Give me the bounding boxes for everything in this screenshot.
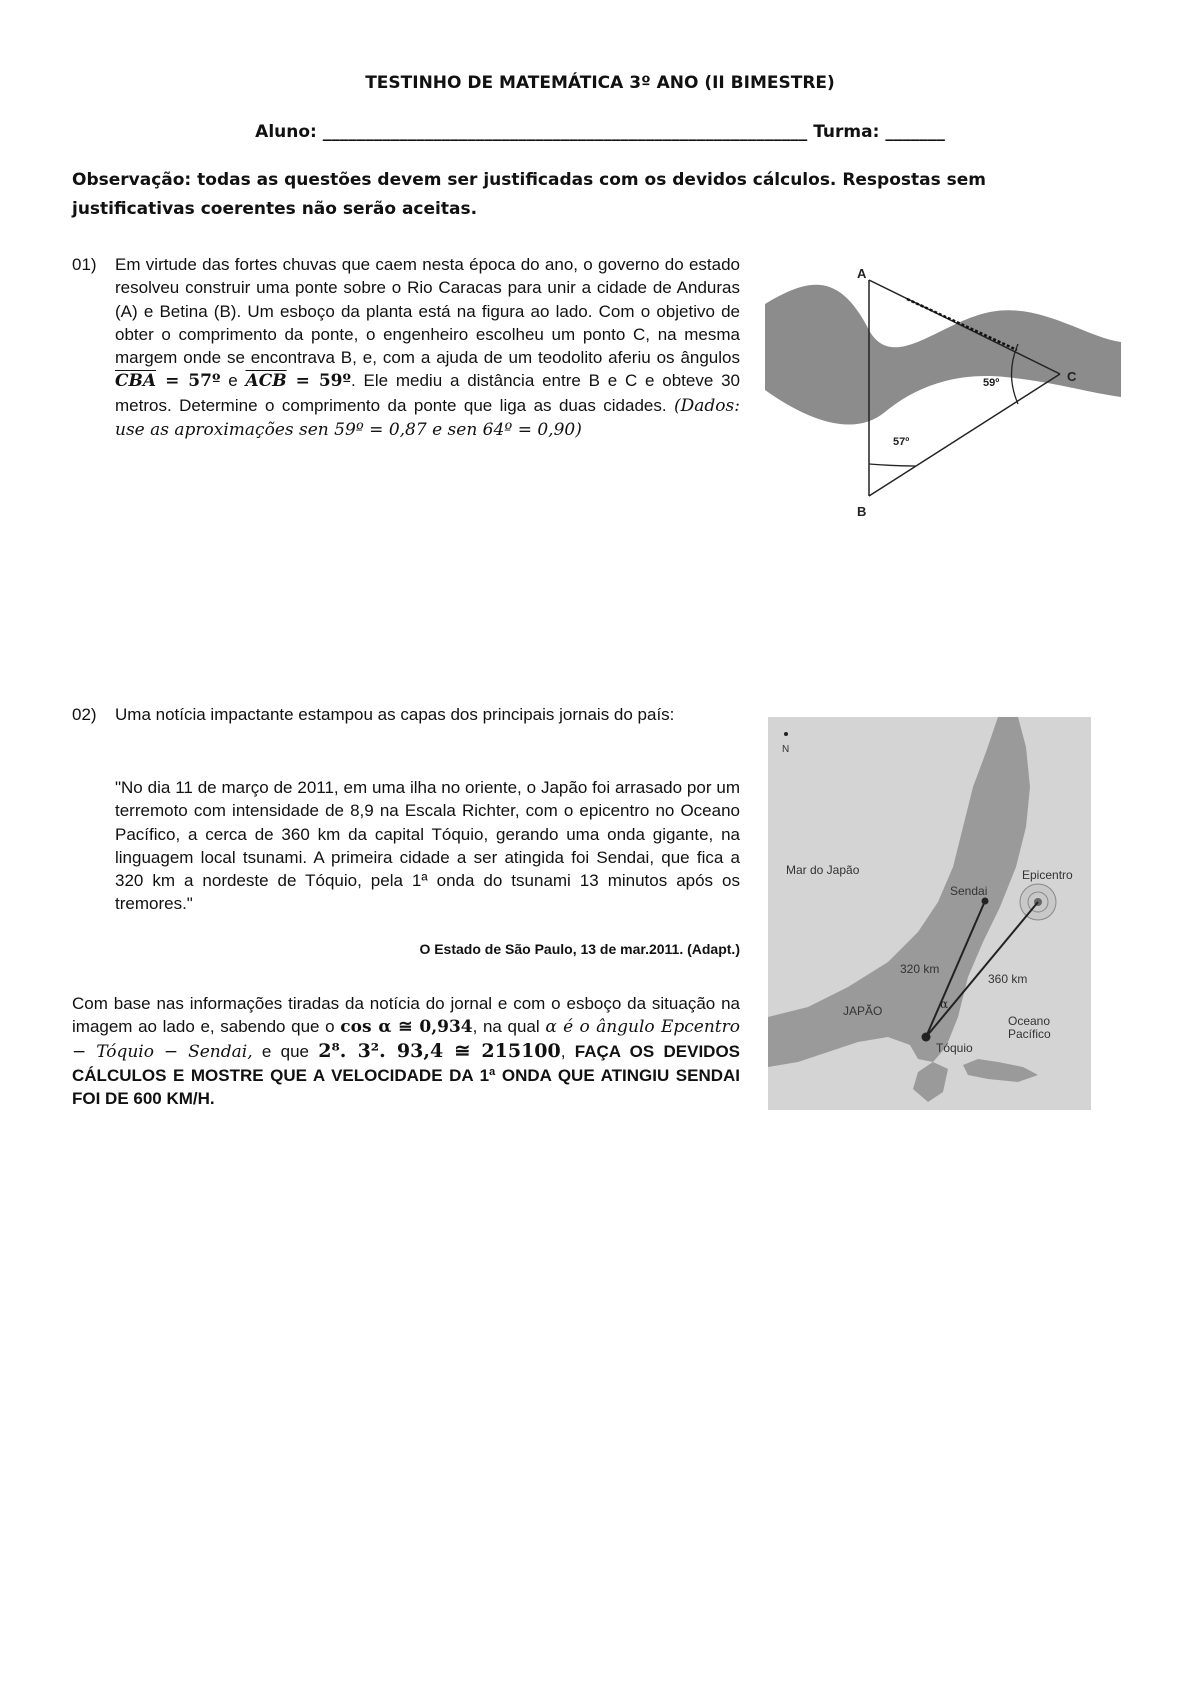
japan-map-figure	[768, 717, 1091, 1110]
sea-of-japan-label: Mar do Japão	[786, 863, 860, 877]
observation-note: Observação: todas as questões devem ser justificadas com os devidos cálculos. Respostas sem justificativas coerentes não serão aceitas.	[72, 170, 987, 219]
student-info-line	[0, 122, 1200, 142]
pacific-ocean-label-1: Oceano	[1008, 1014, 1051, 1028]
point-b-label: B	[857, 504, 867, 519]
turma-blank: _______	[885, 122, 945, 142]
sendai-label: Sendai	[950, 884, 988, 898]
question-1-paragraph: Em virtude das fortes chuvas que caem nesta época do ano, o governo do estado resolveu construir uma ponte sobre o Rio Caracas para unir a cidade de Anduras (A) e Betina (B). Um esboço da planta está na figura ao lado. Com o objetivo de obter o comprimento da ponte, o engenheiro escolheu um ponto C, na mesma margem onde se encontrava B, e, com a ajuda de um teodolito aferiu os ângulos	[115, 255, 740, 368]
point-a-label: A	[857, 266, 867, 281]
question-2-body	[72, 992, 740, 1110]
question-2-intro: Uma notícia impactante estampou as capas dos principais jornais do país:	[115, 705, 675, 724]
aluno-blank: _________________________________________________________	[322, 122, 808, 142]
epicenter-label: Epicentro	[1022, 868, 1073, 882]
north-label: N	[782, 744, 790, 755]
news-quote: "No dia 11 de março de 2011, em uma ilha no oriente, o Japão foi arrasado por um terremoto com intensidade de 8,9 na Escala Richter, com o epicentro no Oceano Pacífico, a cerca de 360 km da capital Tóquio, gerando uma onda gigante, na linguagem local tsunami. A primeira cidade a ser atingida foi Sendai, que fica a 320 km a nordeste de Tóquio, pela 1ª onda do tsunami 13 minutos após os tremores."	[115, 778, 740, 914]
point-c-label: C	[1067, 369, 1077, 384]
question-2-instruction: FAÇA OS DEVIDOS CÁLCULOS E MOSTRE QUE A VELOCIDADE DA 1ª ONDA QUE ATINGIU SENDAI FOI DE 600 KM/H.	[72, 1041, 741, 1109]
question-2-body-text: Com base nas informações tiradas da notícia do jornal e com o esboço da situação na imagem ao lado e, sabendo que o	[72, 994, 740, 1037]
japan-label: JAPÃO	[843, 1004, 883, 1018]
and-word: e	[228, 371, 238, 391]
question-1-paragraph-end: . Ele mediu a distância entre B e C e obteve 30 metros. Determine o comprimento da ponte que liga as duas cidades.	[115, 371, 741, 415]
question-2-body-text-4: ,	[560, 1041, 566, 1061]
river	[765, 285, 1121, 425]
distance-320-label: 320 km	[900, 962, 940, 976]
turma-label: Turma:	[813, 122, 880, 142]
alpha-label: α	[940, 997, 949, 1011]
question-1-number: 01)	[72, 255, 97, 274]
pacific-ocean-label-2: Pacífico	[1008, 1027, 1051, 1041]
angle-c-label: 59º	[983, 377, 1000, 389]
page-title: TESTINHO DE MATEMÁTICA 3º ANO (II BIMESTRE)	[365, 73, 835, 93]
question-2-number: 02)	[72, 705, 97, 724]
question-2-body-text-3: e que	[261, 1041, 309, 1061]
distance-360-label: 360 km	[988, 972, 1028, 986]
question-2-body-text-2: , na qual	[472, 1017, 540, 1037]
alpha-definition: α é o ângulo Epcentro − Tóquio − Sendai,	[72, 1017, 741, 1062]
question-1-text	[115, 253, 740, 442]
aluno-label: Aluno:	[255, 122, 317, 142]
angle-cba: $\overline{CBA}$	[115, 371, 157, 392]
angle-acb-value: = 59º	[286, 371, 351, 392]
calculation-hint: 2⁸. 3². 93,4 ≅ 215100	[318, 1039, 561, 1062]
cos-alpha-expression: cos α ≅ 0,934	[340, 1017, 473, 1038]
angle-b-label: 57º	[893, 436, 910, 448]
question-1-data-note: (Dados: use as aproximações sen 59º = 0,87 e sen 64º = 0,90)	[115, 395, 740, 441]
tokyo-label: Tóquio	[936, 1041, 973, 1055]
angle-acb: $\overline{ACB}$	[245, 371, 287, 392]
quote-source: O Estado de São Paulo, 13 de mar.2011. (Adapt.)	[419, 941, 740, 957]
bridge-triangle-figure	[765, 262, 1121, 527]
angle-cba-value: = 57º	[156, 371, 221, 392]
